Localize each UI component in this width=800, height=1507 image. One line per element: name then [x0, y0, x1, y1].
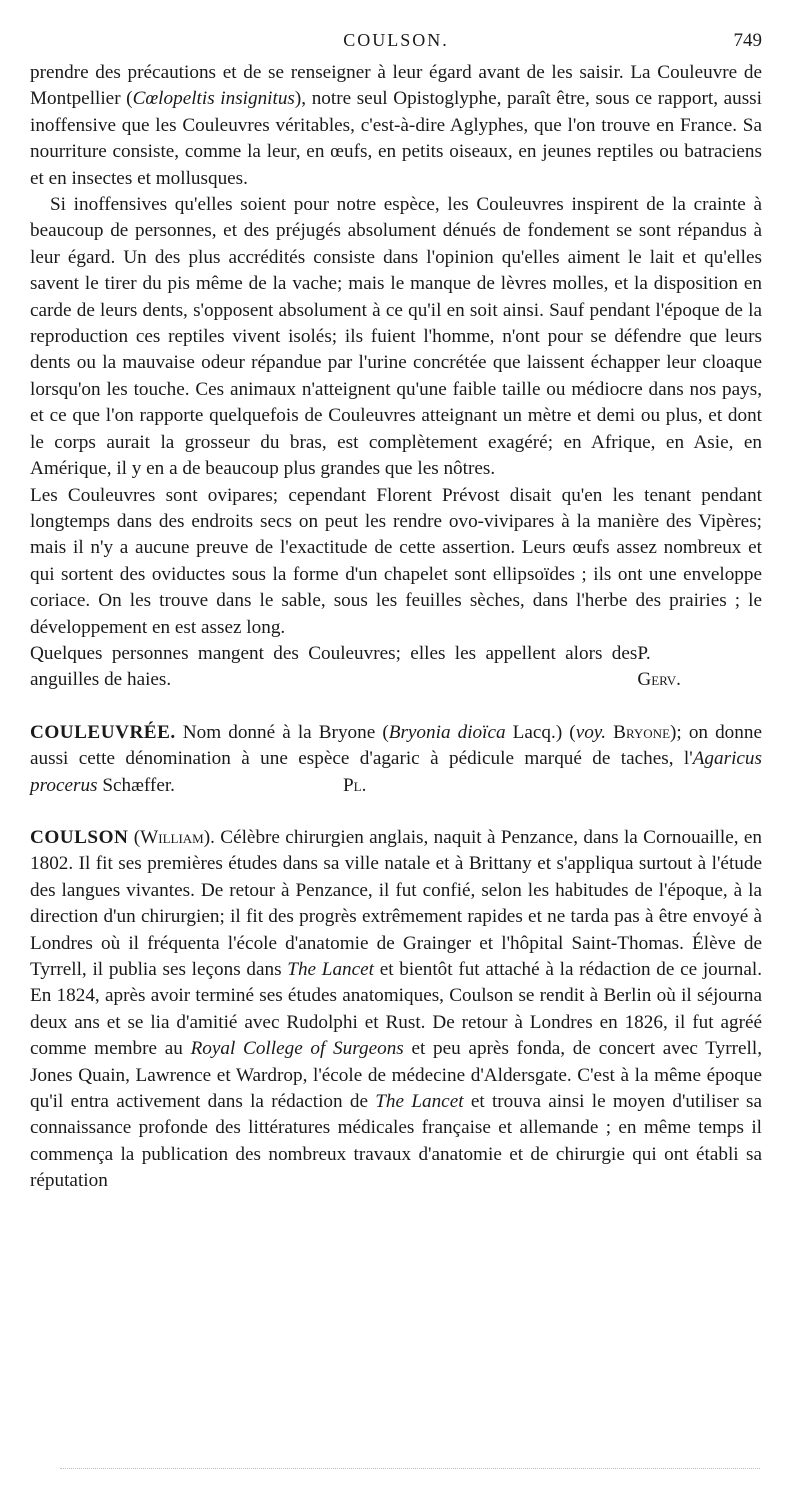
paragraph-eating: [30, 641, 762, 694]
paragraph-prejudices: Si inoffensives qu'elles soient pour notre espèce, les Couleuvres inspirent de la crainte à beaucoup de personnes, et des préjugés absolument dénués de fondement se sont répandus à leur égard. Un des plus accrédités consiste dans l'opinion qu'elles aiment le lait et qu'elles savent le tirer du pis même de la vache; mais le manque de lèvres molles, et la disposition en carde de leurs dents, s'opposent absolument à ce qu'il en soit ainsi. Sauf pendant l'époque de la reproduction ces reptiles vivent isolés; ils fuient l'homme, n'ont pour se défendre que leurs dents ou la mauvaise odeur répandue par l'urine concrétée que laissent échapper leur cloaque lorsqu'on les touche. Ces animaux n'atteignent qu'une faible taille ou médiocre dans nos pays, et ce que l'on rapporte quelquefois de Couleuvres atteignant un mètre et demi ou plus, et dont le corps aurait la grosseur du bras, est complètement exagéré; en Afrique, en Asie, en Amérique, il y en a de beaucoup plus grandes que les nôtres.: [30, 194, 762, 480]
running-head: [30, 28, 762, 60]
author-signature: Pl.: [342, 774, 367, 796]
institution-name: Royal College of Surgeons: [190, 1038, 404, 1060]
entry-coulson-body: [30, 825, 762, 1195]
text-run: (: [128, 826, 141, 848]
text-run: et peu après fonda, de concert avec Tyrrell, Jones Quain, Lawrence et Wardrop, l'école de médecine d'Aldersgate. C'est à la même époque qu'il entra activement dans la rédaction de: [30, 1038, 763, 1113]
person-first-name: William: [140, 826, 204, 848]
headword: COULEUVRÉE.: [30, 721, 176, 743]
dictionary-page: [30, 28, 762, 1195]
page-number: 749: [733, 30, 762, 51]
species-name: Cœlopeltis insignitus: [132, 88, 295, 110]
running-title: COULSON.: [343, 30, 449, 50]
text-run: prendre des précautions et de se renseigner à leur égard avant de les saisir. La Couleuvre de Montpellier (: [30, 62, 762, 110]
text-run: ). Célèbre chirurgien anglais, naquit à Penzance, dans la Cornouaille, en 1802. Il fit ses premières études dans sa ville natale et à Brittany et s'appliqua surtout à l'étude des langues vivantes. De retour à Penzance, il fut confié, selon les habitudes de l'époque, à la direction d'un chirurgien; il fit des progrès extrêmement rapides et ne tarda pas à être envoyé à Londres où il fréquenta l'école d'anatomie de Grainger et l'hôpital Saint-Thomas. Élève de Tyrrell, il publia ses leçons dans: [30, 826, 762, 980]
author-signature: P. Gerv.: [637, 642, 681, 691]
entry-couleuvree-body: [30, 720, 762, 799]
entry-couleuvree: [30, 720, 762, 799]
text-run: Lacq.) (: [505, 721, 576, 743]
text-run: Schæffer.: [97, 774, 175, 796]
cross-reference-target: Bryone: [606, 721, 671, 743]
text-run: et trouva ainsi le moyen d'utiliser sa connaissance profonde des littératures médicales française et allemande ; en même temps il commença la publication des nombreux travaux d'anatomie et de chirurgie qui ont établi sa réputation: [30, 1091, 762, 1192]
paragraph-precautions: [30, 60, 762, 192]
page-bottom-rule: [60, 1468, 760, 1469]
text-run: ); on donne aussi cette dénomination à une espèce d'agaric à pédicule marqué de taches, l': [30, 721, 762, 770]
couleuvre-article-continuation: [30, 60, 762, 694]
paragraph-reproduction: Les Couleuvres sont ovipares; cependant Florent Prévost disait qu'en les tenant pendant longtemps dans des endroits secs on peut les rendre ovo-vivipares à la manière des Vipères; mais il n'y a aucune preuve de l'exactitude de cette assertion. Leurs œufs assez nombreux et qui sortent des oviductes sous la forme d'un chapelet sont ellipsoïdes ; ils ont une enveloppe coriace. On les trouve dans le sable, sous les feuilles sèches, dans l'herbe des prairies ; le développement en est assez long.: [30, 484, 762, 638]
entry-coulson: [30, 825, 762, 1195]
cross-reference-marker: voy.: [575, 721, 607, 743]
text-run: Nom donné à la Bryone (: [175, 721, 389, 743]
species-name: Bryonia dioïca: [388, 721, 506, 743]
text-run: Quelques personnes mangent des Couleuvres; elles les appellent alors des anguilles de haies.: [30, 642, 638, 691]
text-run: ), notre seul Opistoglyphe, paraît être, sous ce rapport, aussi inoffensive que les Couleuvres véritables, c'est-à-dire Aglyphes, que l'on trouve en France. Sa nourriture consiste, comme la leur, en œufs, en petits oiseaux, en jeunes reptiles ou batraciens et en insectes et mollusques.: [30, 88, 762, 189]
journal-title: The Lancet: [375, 1091, 464, 1113]
headword: COULSON: [30, 826, 129, 848]
journal-title: The Lancet: [287, 959, 375, 980]
species-name: Agaricus procerus: [30, 748, 762, 796]
signature-line: [30, 641, 762, 694]
text-run: et bientôt fut attaché à la rédaction de ce journal. En 1824, après avoir terminé ses études anatomiques, Coulson se rendit à Berlin où il séjourna deux ans et se lia d'amitié avec Rudolphi et Rust. De retour à Londres en 1826, il fut agréé comme membre au: [30, 959, 762, 1060]
